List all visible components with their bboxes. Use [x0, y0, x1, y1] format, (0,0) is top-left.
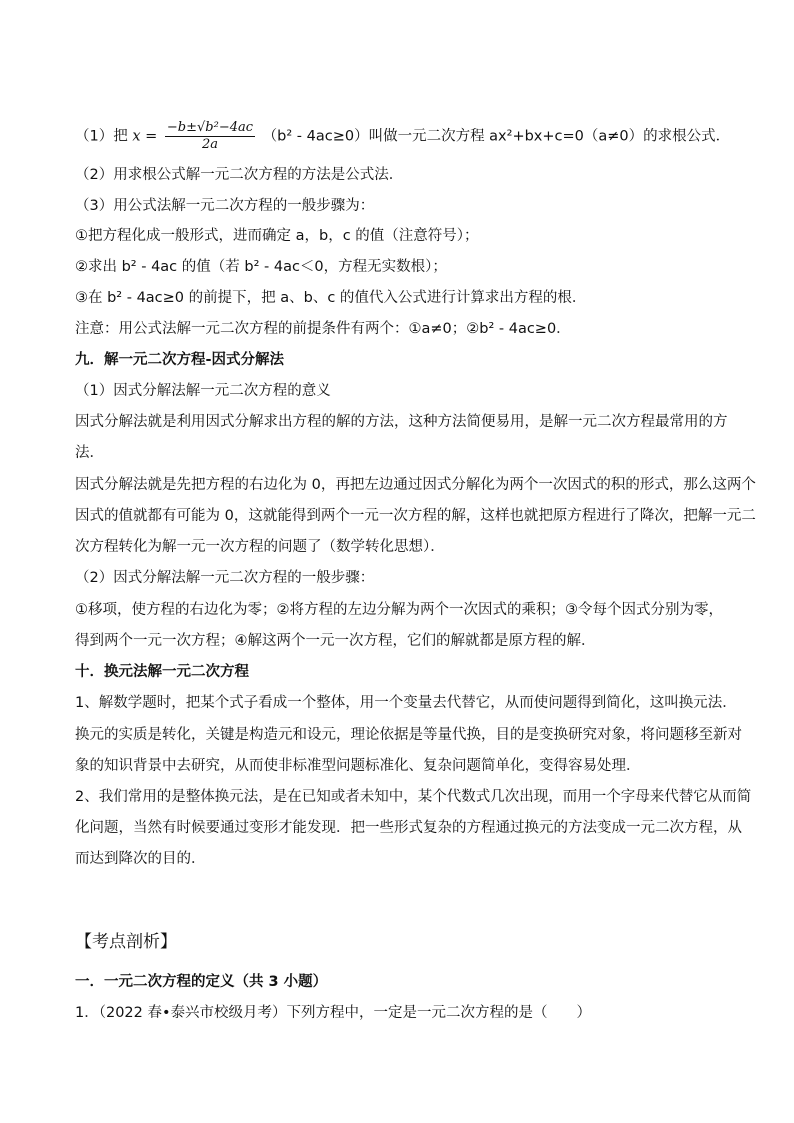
section-title: 【考点剖析】 — [75, 932, 177, 952]
text-line: 次方程转化为解一元一次方程的问题了（数学转化思想）． — [75, 539, 445, 555]
text-line: （1）因式分解法解一元二次方程的意义 — [75, 383, 331, 399]
text-line: 因式分解法就是利用因式分解求出方程的解的方法，这种方法简便易用，是解一元二次方程最常用的方 — [75, 414, 728, 430]
section-heading-10: 十．换元法解一元二次方程 — [75, 664, 249, 680]
text-line: 换元的实质是转化，关键是构造元和设元，理论依据是等量代换，目的是变换研究对象，将问题移至新对 — [75, 727, 742, 743]
text-line: 注意：用公式法解一元二次方程的前提条件有两个：①a≠0；②b² - 4ac≥0． — [75, 321, 571, 337]
formula-line: （1）把 x = $\frac{\text{−b±√b²−4ac}}{2a}$ （b² - 4ac≥0）叫做一元二次方程 ax²+bx+c=0（a≠0）的求根公式． — [75, 120, 731, 152]
formula-prefix: （1）把 — [75, 128, 128, 145]
section-heading-9: 九．解一元二次方程-因式分解法 — [75, 352, 285, 368]
text-line: 1、解数学题时，把某个式子看成一个整体，用一个变量去代替它，从而使问题得到简化，这叫换元法． — [75, 695, 737, 711]
text-line: ③在 b² - 4ac≥0 的前提下，把 a、b、c 的值代入公式进行计算求出方程的根． — [75, 290, 587, 306]
text-line: （2）用求根公式解一元二次方程的方法是公式法． — [75, 167, 404, 183]
text-line: ①移项，使方程的右边化为零；②将方程的左边分解为两个一次因式的乘积；③令每个因式分别为零， — [75, 602, 723, 618]
text-line: 得到两个一元一次方程；④解这两个一元一次方程，它们的解就都是原方程的解． — [75, 633, 596, 649]
text-line: （2）因式分解法解一元二次方程的一般步骤： — [75, 570, 375, 586]
text-line: ①把方程化成一般形式，进而确定 a，b，c 的值（注意符号）； — [75, 228, 479, 244]
text-line: 化问题，当然有时候要通过变形才能发现．把一些形式复杂的方程通过换元的方法变成一元二次方程，从 — [75, 820, 742, 836]
text-line: 2、我们常用的是整体换元法，是在已知或者未知中，某个代数式几次出现，而用一个字母来代替它从而简 — [75, 789, 752, 805]
text-line: 因式分解法就是先把方程的右边化为 0，再把左边通过因式分解化为两个一次因式的积的形式，那么这两个 — [75, 477, 756, 493]
fraction-denominator: 2a — [201, 137, 218, 152]
fraction-numerator: −b±√b²−4ac — [166, 120, 254, 135]
text-line: （3）用公式法解一元二次方程的一般步骤为： — [75, 198, 375, 214]
formula-rest: （b² - 4ac≥0）叫做一元二次方程 ax²+bx+c=0（a≠0）的求根公式． — [262, 128, 731, 145]
text-line: 因式的值就都有可能为 0，这就能得到两个一元一次方程的解，这样也就把原方程进行了降次，把解一元二 — [75, 508, 756, 524]
var-x: x — [132, 128, 141, 145]
text-line: ②求出 b² - 4ac 的值（若 b² - 4ac＜0，方程无实数根）； — [75, 259, 447, 275]
subsection-title: 一．一元二次方程的定义（共 3 小题） — [75, 974, 328, 990]
text-line: 象的知识背景中去研究，从而使非标准型问题标准化、复杂问题简单化，变得容易处理． — [75, 758, 641, 774]
question-1: 1．（2022 春•泰兴市校级月考）下列方程中，一定是一元二次方程的是（ ） — [75, 1005, 592, 1021]
text-line: 法． — [75, 445, 104, 461]
quadratic-formula-fraction — [165, 120, 255, 153]
text-line: 而达到降次的目的． — [75, 851, 206, 867]
